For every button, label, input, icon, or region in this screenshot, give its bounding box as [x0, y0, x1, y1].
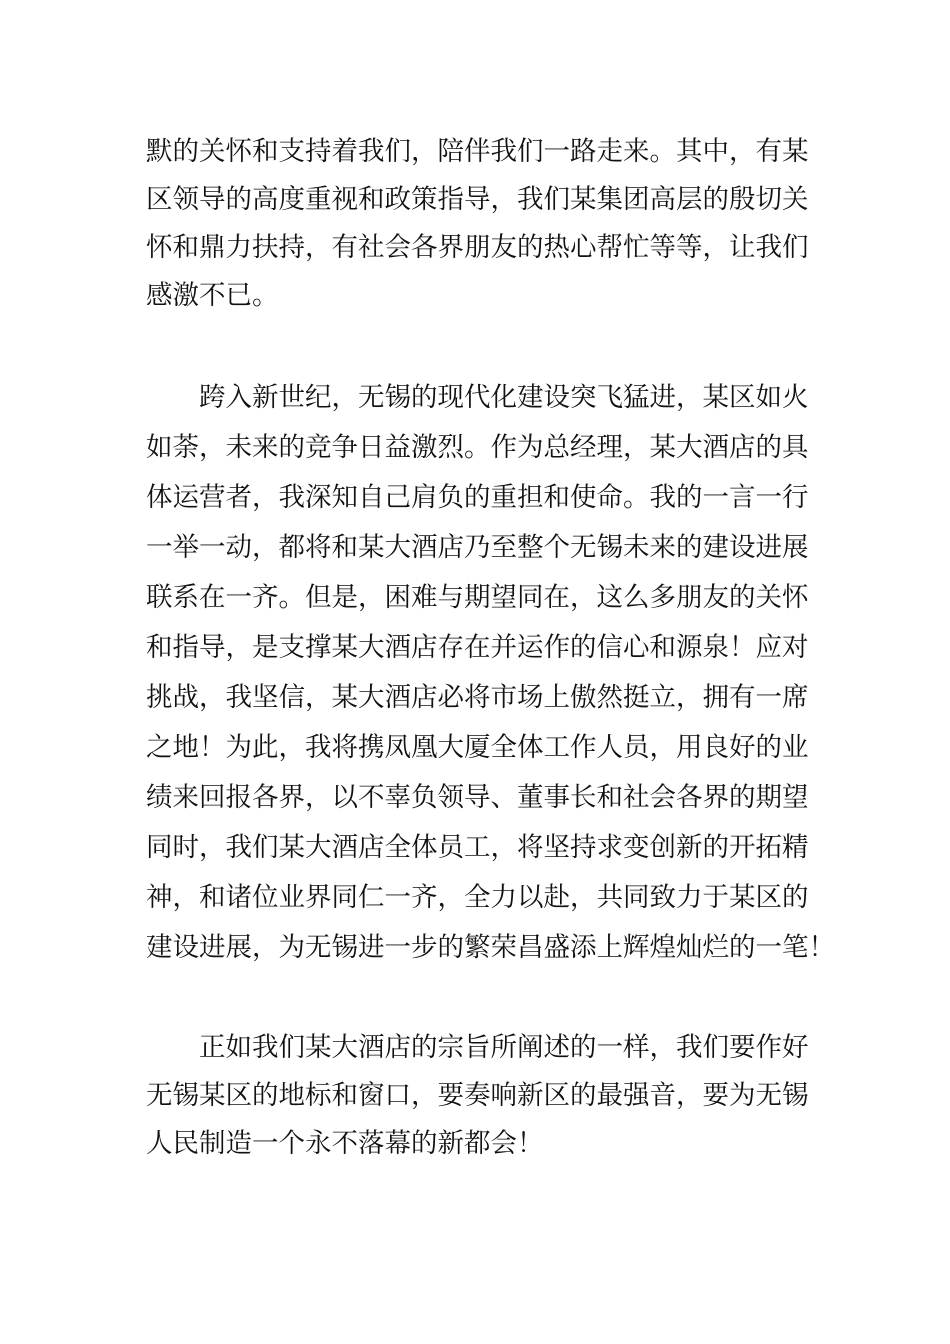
paragraph-2-line-4: 一举一动，都将和某大酒店乃至整个无锡未来的建设进展 — [146, 532, 809, 563]
paragraph-2-line-7: 挑战，我坚信，某大酒店必将市场上傲然挺立，拥有一席 — [146, 682, 809, 713]
paragraph-2-line-3: 体运营者，我深知自己肩负的重担和使命。我的一言一行 — [146, 482, 809, 513]
paragraph-2-line-6: 和指导，是支撑某大酒店存在并运作的信心和源泉！应对 — [146, 632, 809, 663]
paragraph-2-line-5: 联系在一齐。但是，困难与期望同在，这么多朋友的关怀 — [146, 582, 809, 613]
paragraph-2-line-9: 绩来回报各界，以不辜负领导、董事长和社会各界的期望 — [146, 782, 809, 813]
paragraph-2-line-10: 同时，我们某大酒店全体员工，将坚持求变创新的开拓精 — [146, 832, 809, 863]
paragraph-1-line-3: 怀和鼎力扶持，有社会各界朋友的热心帮忙等等，让我们 — [146, 232, 809, 263]
paragraph-1-line-1: 默的关怀和支持着我们，陪伴我们一路走来。其中，有某 — [146, 136, 809, 167]
paragraph-2-line-1: 跨入新世纪，无锡的现代化建设突飞猛进，某区如火 — [199, 382, 809, 413]
paragraph-2-line-2: 如荼，未来的竞争日益激烈。作为总经理，某大酒店的具 — [146, 432, 809, 463]
paragraph-1-line-4: 感激不已。 — [146, 280, 279, 311]
paragraph-2-line-12: 建设进展，为无锡进一步的繁荣昌盛添上辉煌灿烂的一笔！ — [146, 932, 835, 963]
paragraph-3-line-2: 无锡某区的地标和窗口，要奏响新区的最强音，要为无锡 — [146, 1080, 809, 1111]
paragraph-2-line-8: 之地！为此，我将携凤凰大厦全体工作人员，用良好的业 — [146, 732, 809, 763]
paragraph-3-line-1: 正如我们某大酒店的宗旨所阐述的一样，我们要作好 — [199, 1032, 809, 1063]
paragraph-1-line-2: 区领导的高度重视和政策指导，我们某集团高层的殷切关 — [146, 184, 809, 215]
paragraph-2-line-11: 神，和诸位业界同仁一齐，全力以赴，共同致力于某区的 — [146, 882, 809, 913]
paragraph-3-line-3: 人民制造一个永不落幕的新都会！ — [146, 1128, 544, 1159]
